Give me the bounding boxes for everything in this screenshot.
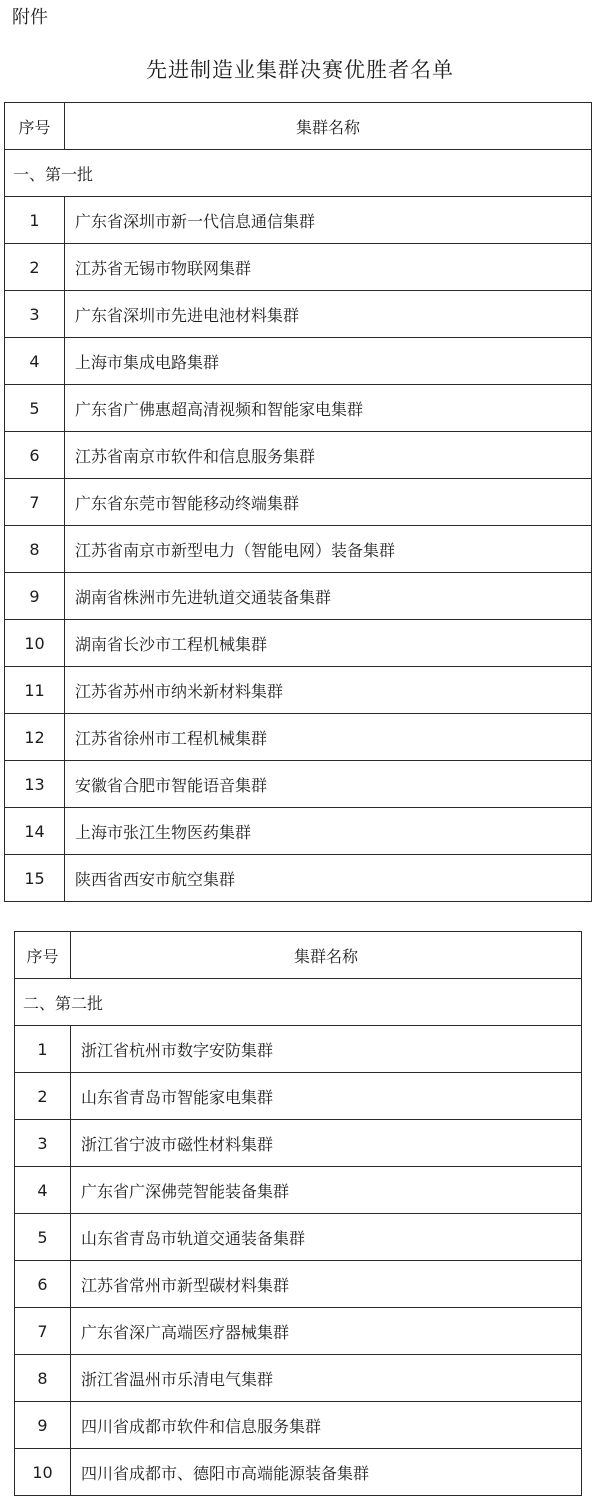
serial-number: 8: [15, 1355, 71, 1402]
table-row: [15, 1026, 582, 1073]
serial-number: 2: [15, 1073, 71, 1120]
table-row: [15, 1308, 582, 1355]
cluster-name: 浙江省温州市乐清电气集群: [71, 1355, 582, 1402]
serial-number: 11: [5, 667, 65, 714]
batch1-body: [5, 103, 592, 902]
table-row: [5, 338, 592, 385]
serial-number: 3: [5, 291, 65, 338]
serial-number: 13: [5, 761, 65, 808]
table-row: [15, 1402, 582, 1449]
cluster-name: 浙江省杭州市数字安防集群: [71, 1026, 582, 1073]
serial-number: 6: [15, 1261, 71, 1308]
cluster-name: 江苏省苏州市纳米新材料集群: [65, 667, 592, 714]
batch2-body: [15, 932, 582, 1496]
header-serial-number: 序号: [5, 103, 65, 150]
cluster-name: 四川省成都市软件和信息服务集群: [71, 1402, 582, 1449]
table-row: [5, 291, 592, 338]
cluster-name: 广东省深广高端医疗器械集群: [71, 1308, 582, 1355]
serial-number: 9: [5, 573, 65, 620]
table-row: [5, 667, 592, 714]
cluster-name: 广东省深圳市新一代信息通信集群: [65, 197, 592, 244]
table-row: [15, 1167, 582, 1214]
cluster-name: 广东省广深佛莞智能装备集群: [71, 1167, 582, 1214]
table-row: [5, 432, 592, 479]
document-title: 先进制造业集群决赛优胜者名单: [146, 58, 454, 82]
serial-number: 1: [5, 197, 65, 244]
section-batch1: 一、第一批: [5, 150, 592, 197]
table-row: [5, 573, 592, 620]
cluster-name: 上海市张江生物医药集群: [65, 808, 592, 855]
table-row: [5, 808, 592, 855]
table-row: [5, 526, 592, 573]
serial-number: 7: [15, 1308, 71, 1355]
cluster-name: 江苏省徐州市工程机械集群: [65, 714, 592, 761]
serial-number: 3: [15, 1120, 71, 1167]
serial-number: 4: [15, 1167, 71, 1214]
attachment-label: 附件: [12, 7, 48, 28]
serial-number: 2: [5, 244, 65, 291]
header-cluster-name: 集群名称: [71, 932, 582, 979]
serial-number: 9: [15, 1402, 71, 1449]
section-row: [5, 150, 592, 197]
batch1-table: [4, 102, 592, 902]
serial-number: 10: [5, 620, 65, 667]
cluster-name: 广东省东莞市智能移动终端集群: [65, 479, 592, 526]
table-row: [5, 244, 592, 291]
table-row: [5, 855, 592, 902]
serial-number: 14: [5, 808, 65, 855]
table-row: [5, 620, 592, 667]
table-row: [15, 1449, 582, 1496]
serial-number: 4: [5, 338, 65, 385]
cluster-name: 山东省青岛市智能家电集群: [71, 1073, 582, 1120]
table-row: [15, 1355, 582, 1402]
header-cluster-name: 集群名称: [65, 103, 592, 150]
table-row: [5, 385, 592, 432]
cluster-name: 安徽省合肥市智能语音集群: [65, 761, 592, 808]
cluster-name: 广东省广佛惠超高清视频和智能家电集群: [65, 385, 592, 432]
header-serial-number: 序号: [15, 932, 71, 979]
serial-number: 7: [5, 479, 65, 526]
table-row: [5, 761, 592, 808]
table-header-row: [5, 103, 592, 150]
batch2-table: [14, 931, 582, 1496]
table-row: [15, 1261, 582, 1308]
cluster-name: 浙江省宁波市磁性材料集群: [71, 1120, 582, 1167]
serial-number: 6: [5, 432, 65, 479]
cluster-name: 江苏省常州市新型碳材料集群: [71, 1261, 582, 1308]
table-row: [15, 1073, 582, 1120]
table-row: [5, 714, 592, 761]
serial-number: 1: [15, 1026, 71, 1073]
cluster-name: 广东省深圳市先进电池材料集群: [65, 291, 592, 338]
cluster-name: 江苏省南京市新型电力（智能电网）装备集群: [65, 526, 592, 573]
table-header-row: [15, 932, 582, 979]
table-row: [15, 1120, 582, 1167]
cluster-name: 四川省成都市、德阳市高端能源装备集群: [71, 1449, 582, 1496]
serial-number: 10: [15, 1449, 71, 1496]
table-row: [5, 479, 592, 526]
serial-number: 15: [5, 855, 65, 902]
cluster-name: 山东省青岛市轨道交通装备集群: [71, 1214, 582, 1261]
cluster-name: 陕西省西安市航空集群: [65, 855, 592, 902]
serial-number: 8: [5, 526, 65, 573]
cluster-name: 湖南省株洲市先进轨道交通装备集群: [65, 573, 592, 620]
table-row: [15, 1214, 582, 1261]
cluster-name: 江苏省无锡市物联网集群: [65, 244, 592, 291]
table-row: [5, 197, 592, 244]
cluster-name: 上海市集成电路集群: [65, 338, 592, 385]
cluster-name: 湖南省长沙市工程机械集群: [65, 620, 592, 667]
section-batch2: 二、第二批: [15, 979, 582, 1026]
section-row: [15, 979, 582, 1026]
serial-number: 5: [5, 385, 65, 432]
serial-number: 5: [15, 1214, 71, 1261]
serial-number: 12: [5, 714, 65, 761]
cluster-name: 江苏省南京市软件和信息服务集群: [65, 432, 592, 479]
